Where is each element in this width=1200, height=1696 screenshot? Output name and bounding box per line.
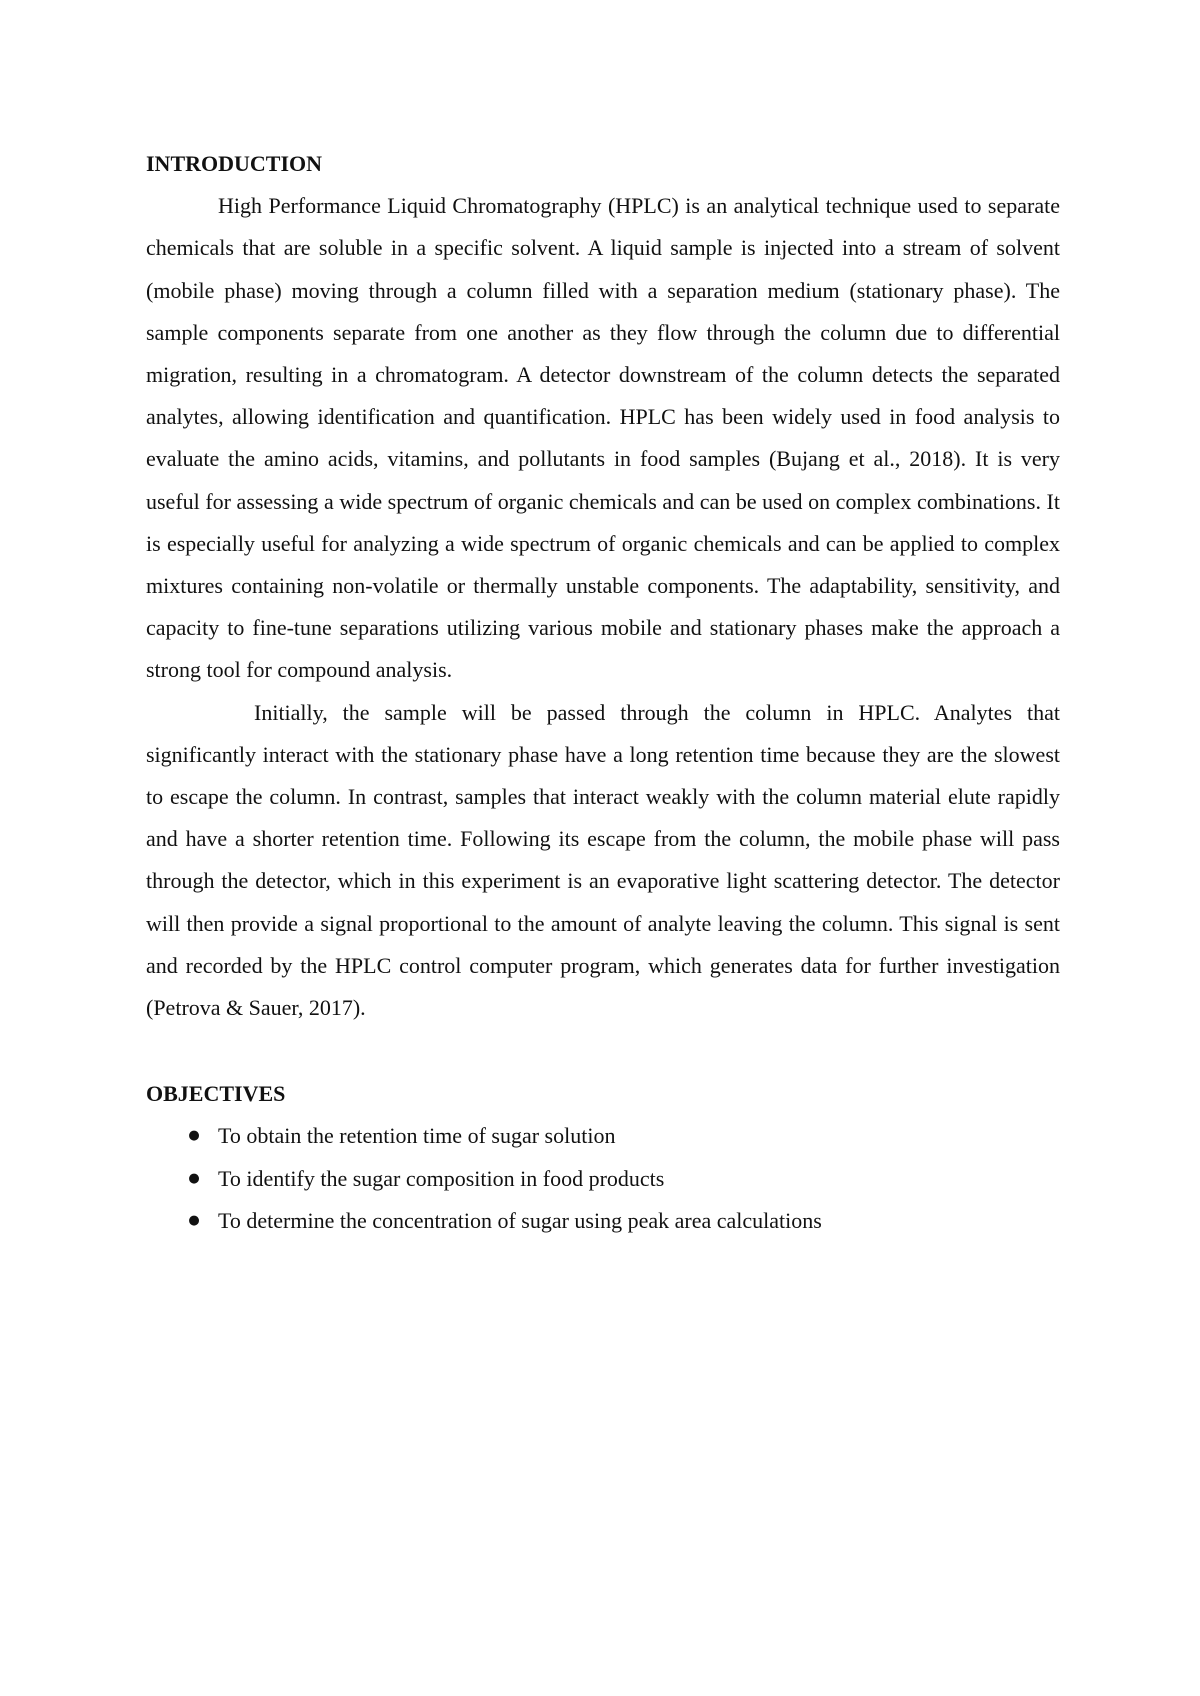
objective-item <box>146 1115 1060 1157</box>
bullet-icon: ● <box>188 1170 200 1186</box>
introduction-paragraph-2: Initially, the sample will be passed through the column in HPLC. Analytes that significantly interact with the stationary phase have a long retention time because they are the slowest to escape the column. In contrast, samples that interact weakly with the column material elute rapidly and have a shorter retention time. Following its escape from the column, the mobile phase will pass through the detector, which in this experiment is an evaporative light scattering detector. The detector will then provide a signal proportional to the amount of analyte leaving the column. This signal is sent and recorded by the HPLC control computer program, which generates data for further investigation (Petrova & Sauer, 2017). <box>146 699 1060 1021</box>
bullet-icon: ● <box>188 1128 200 1144</box>
objective-text: To identify the sugar composition in food products <box>218 1165 665 1191</box>
objective-item <box>146 1158 1060 1200</box>
objectives-list <box>146 1115 1060 1242</box>
introduction-heading: INTRODUCTION <box>146 151 323 176</box>
objective-text: To obtain the retention time of sugar solution <box>218 1123 616 1149</box>
objective-item <box>146 1200 1060 1242</box>
objectives-heading: OBJECTIVES <box>146 1081 286 1107</box>
introduction-paragraph-1: High Performance Liquid Chromatography (HPLC) is an analytical technique used to separate chemicals that are soluble in a specific solvent. A liquid sample is injected into a stream of solvent (mobile phase) moving through a column filled with a separation medium (stationary phase). The sample components separate from one another as they flow through the column due to differential migration, resulting in a chromatogram. A detector downstream of the column detects the separated analytes, allowing identification and quantification. HPLC has been widely used in food analysis to evaluate the amino acids, vitamins, and pollutants in food samples (Bujang et al., 2018). It is very useful for assessing a wide spectrum of organic chemicals and can be used on complex combinations. It is especially useful for analyzing a wide spectrum of organic chemicals and can be applied to complex mixtures containing non-volatile or thermally unstable components. The adaptability, sensitivity, and capacity to fine-tune separations utilizing various mobile and stationary phases make the approach a strong tool for compound analysis. <box>146 193 1060 683</box>
document-body <box>146 143 1060 1242</box>
objective-text: To determine the concentration of sugar using peak area calculations <box>218 1207 822 1233</box>
bullet-icon: ● <box>188 1212 200 1228</box>
section-gap <box>146 1029 1060 1073</box>
